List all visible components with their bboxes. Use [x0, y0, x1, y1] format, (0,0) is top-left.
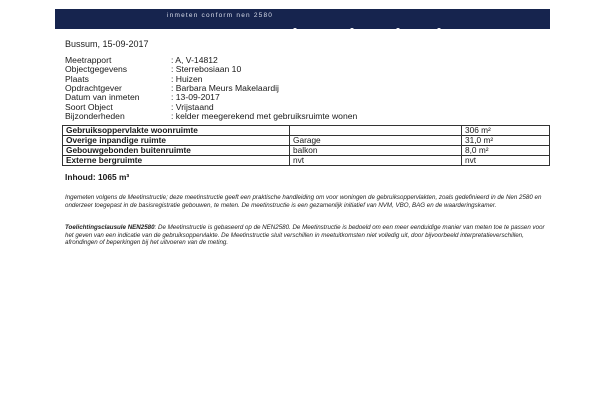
clause-text: : De Meetinstructie is gebaseerd op de NEN2580. De Meetinstructie is bedoeld om een meer eenduidige manier van meten toe te passen voor het geven van een indicatie van de gebruiksoppervlakte. De Meetinstructie sluit verschillen in meetuitkomsten niet volledig uit, door bijvoorbeeld interpretatieverschillen, afrondingen of beperkingen bij het uitvoeren van de meting.	[65, 224, 545, 247]
field-label: Datum van inmeten	[65, 92, 140, 103]
header-banner	[55, 9, 550, 29]
field-label: Plaats	[65, 73, 89, 84]
table-row	[63, 136, 550, 146]
row-label: Externe bergruimte	[63, 156, 290, 166]
field-label: Opdrachtgever	[65, 83, 122, 93]
row-value: 8,0 m²	[462, 146, 550, 156]
area-table	[62, 125, 550, 166]
row-detail: balkon	[290, 146, 462, 156]
clause-title: Toelichtingsclausule NEN2580	[65, 224, 155, 231]
table-row	[63, 126, 550, 136]
field-value: : Vrijstaand	[171, 101, 214, 112]
field-value: : Sterrebosiaan 10	[171, 64, 242, 75]
field-value: : A, V-14812	[171, 55, 218, 65]
row-label: Overige inpandige ruimte	[63, 136, 290, 146]
banner-dot	[437, 28, 441, 32]
field-value: : Huizen	[171, 73, 203, 84]
field-label: Meetrapport	[65, 55, 112, 65]
row-detail: Garage	[290, 136, 462, 146]
banner-text: inmeten conform nen 2580	[167, 12, 274, 19]
row-value: 306 m²	[462, 126, 550, 136]
volume-line: Inhoud: 1065 m³	[65, 172, 130, 182]
field-label: Bijzonderheden	[65, 111, 125, 122]
row-label: Gebouwgebonden buitenruimte	[63, 146, 290, 156]
row-value: 31,0 m²	[462, 136, 550, 146]
row-detail: nvt	[290, 156, 462, 166]
measurement-note: Ingemeten volgens de Meetinstructie; deze meetinstructie geeft een praktische handleiding om voor woningen de gebruiksoppervlakten, zoals gedefinieerd in de Nen 2580 en onderzeer toegepast in de basisregistratie gebouwen, te meten. De meetinstructie is een gezamenlijk initiatief van NVM, VBO, BAG en de waarderingskamer.	[65, 194, 542, 209]
table-row	[63, 156, 550, 166]
row-detail	[290, 126, 462, 136]
table-row	[63, 146, 550, 156]
row-label: Gebruiksoppervlakte woonruimte	[63, 126, 290, 136]
field-value: : kelder meegerekend met gebruiksruimte wonen	[171, 111, 358, 122]
field-value: : 13-09-2017	[171, 92, 220, 103]
field-label: Soort Object	[65, 101, 113, 112]
row-value: nvt	[462, 156, 550, 166]
report-date: Bussum, 15-09-2017	[65, 39, 149, 49]
banner-dot	[293, 28, 297, 32]
banner-dot	[350, 28, 354, 32]
field-label: Objectgegevens	[65, 64, 128, 75]
field-value: : Barbara Meurs Makelaardij	[171, 83, 279, 93]
banner-dot	[396, 28, 400, 32]
clarification-clause	[65, 224, 550, 247]
